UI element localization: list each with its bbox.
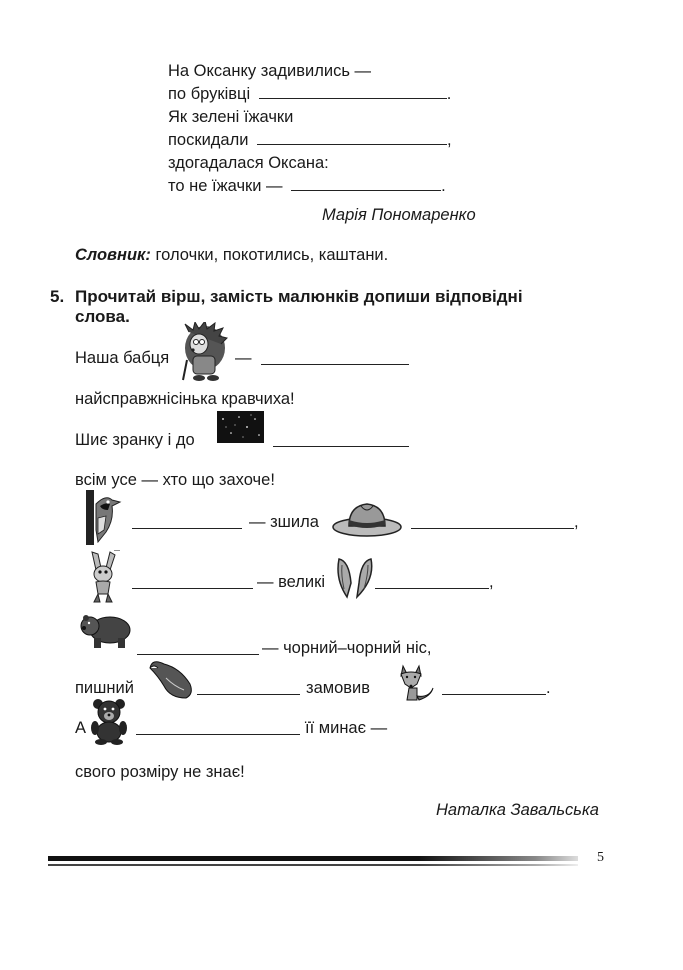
poem2-line-4: всім усе — хто що захоче! [75,471,275,489]
hat-icon [331,500,403,538]
answer-blank[interactable] [291,176,441,191]
footer-rule [48,856,578,861]
hare-icon [84,550,124,605]
poem1-line-4-text: поскидали [168,131,249,149]
poem1-line-5: здогадалася Оксана: [168,154,329,172]
punctuation: . [546,679,551,697]
poem2-line-6-mid: — великі [257,573,326,591]
poem2-line-2: найсправжнісінька кравчиха! [75,390,295,408]
page-number: 5 [597,850,604,865]
poem2-line-1-dash: — [235,349,252,367]
poem1-line-2-text: по бруківці [168,85,251,103]
punctuation: . [441,177,446,195]
answer-blank[interactable] [273,432,409,447]
fox-tail-icon [146,658,196,700]
poem2-line-5-mid: — зшила [249,513,319,531]
poem2-line-3-start: Шиє зранку і до [75,431,195,449]
woodpecker-icon [84,490,124,545]
night-sky-icon [217,411,264,443]
punctuation: . [446,85,452,103]
task-text-line-1: Прочитай вірш, замість малюнків допиши відповідні [75,287,523,306]
poem2-line-9-mid: її минає — [305,719,388,737]
poem1-line-2 [168,84,451,104]
task-number: 5. [50,287,65,306]
bear-icon [80,612,134,650]
rabbit-ears-icon [335,555,375,599]
poem2-line-9-start: А [75,719,87,737]
poem2-line-1-start: Наша бабця [75,349,170,367]
answer-blank[interactable] [137,640,259,655]
poem1-author: Марія Пономаренко [322,206,476,224]
vocabulary [75,245,388,265]
poem2-author: Наталка Завальська [436,801,599,819]
poem2-line-7-mid: — чорний–чорний ніс, [262,639,432,657]
answer-blank[interactable] [442,680,546,695]
vocabulary-label: Словник: [75,246,151,264]
answer-blank[interactable] [411,514,574,529]
poem2-line-8-mid: замовив [306,679,371,697]
answer-blank[interactable] [132,574,253,589]
bear-cub-icon [90,698,130,746]
punctuation: , [574,513,579,531]
footer-rule-thin [48,864,578,866]
vocabulary-words: голочки, покотились, каштани. [155,246,389,264]
punctuation: , [447,131,452,149]
hedgehog-grandma-icon [179,322,229,382]
poem2-line-8-start: пишний [75,679,134,697]
poem2-line-10: свого розміру не знає! [75,763,245,781]
fox-icon [395,662,435,702]
poem1-line-6 [168,176,446,196]
answer-blank[interactable] [375,574,489,589]
poem1-line-4 [168,130,452,150]
punctuation: , [489,573,494,591]
answer-blank[interactable] [132,514,242,529]
poem1-line-3: Як зелені їжачки [168,108,294,126]
answer-blank[interactable] [136,720,300,735]
answer-blank[interactable] [259,84,447,99]
answer-blank[interactable] [257,130,447,145]
poem1-line-6-text: то не їжачки — [168,177,283,195]
poem1-line-1: На Оксанку задивились — [168,62,372,80]
task-text-line-2: слова. [75,307,130,326]
answer-blank[interactable] [197,680,300,695]
answer-blank[interactable] [261,350,409,365]
